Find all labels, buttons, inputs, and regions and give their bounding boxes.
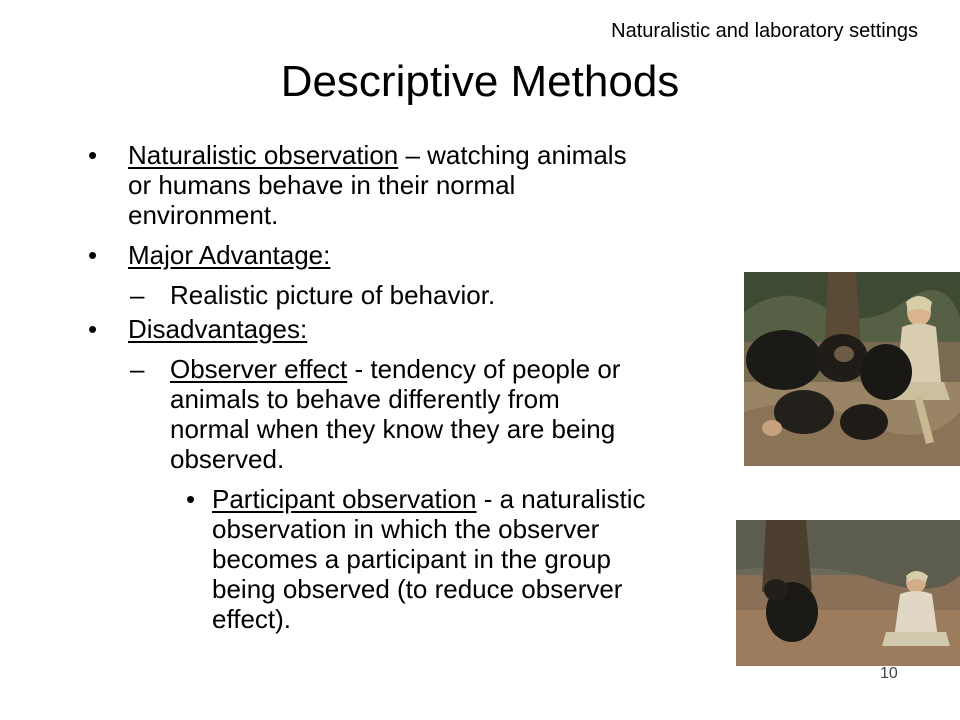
bullet-mark: •: [88, 240, 98, 270]
bullet-text: effect).: [212, 604, 292, 634]
subbullet-realistic-picture: [130, 280, 770, 310]
bullet-naturalistic-observation: [88, 140, 768, 230]
subbullet-observer-effect: [130, 354, 750, 474]
subbullet-participant-observation: [186, 484, 756, 634]
bullet-text: observed.: [170, 444, 285, 474]
slide-title: Descriptive Methods: [280, 57, 680, 106]
bullet-text: animals to behave differently from: [170, 384, 560, 414]
bullet-mark: •: [88, 314, 98, 344]
slide-number: 10: [880, 665, 898, 682]
bullet-text: being observed (to reduce observer: [212, 574, 623, 604]
photo-participant-observation: [736, 520, 960, 666]
bullet-text: Realistic picture of behavior.: [170, 280, 496, 310]
bullet-disadvantages: [88, 314, 768, 344]
term-participant-observation: Participant observation: [212, 484, 477, 514]
header-note: Naturalistic and laboratory settings: [611, 20, 918, 42]
term-naturalistic-observation: Naturalistic observation: [128, 140, 399, 170]
dash-mark: –: [130, 354, 145, 384]
bullet-major-advantage: [88, 240, 768, 270]
bullet-text: observation in which the observer: [212, 514, 600, 544]
bullet-text: – watching animals: [398, 140, 627, 170]
term-disadvantages: Disadvantages:: [128, 314, 308, 344]
bullet-text: becomes a participant in the group: [212, 544, 611, 574]
bullet-text: or humans behave in their normal: [128, 170, 516, 200]
bullet-mark: •: [186, 484, 196, 514]
bullet-text: - a naturalistic: [476, 484, 646, 514]
term-observer-effect: Observer effect: [170, 354, 348, 384]
bullet-text: normal when they know they are being: [170, 414, 616, 444]
dash-mark: –: [130, 280, 145, 310]
photo-chimpanzees-with-researcher: [744, 272, 960, 466]
bullet-text: environment.: [128, 200, 279, 230]
term-major-advantage: Major Advantage:: [128, 240, 331, 270]
bullet-text: - tendency of people or: [347, 354, 621, 384]
bullet-mark: •: [88, 140, 98, 170]
